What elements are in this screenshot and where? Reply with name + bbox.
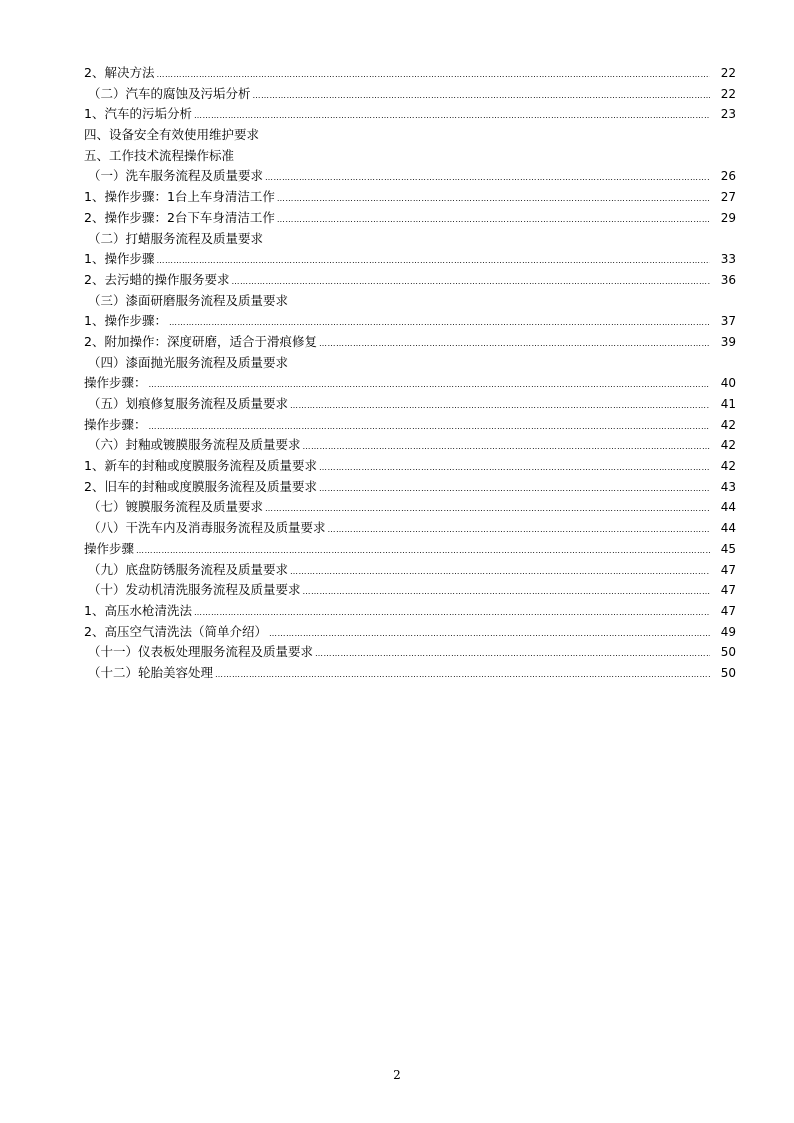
toc-entry[interactable]: [84, 332, 736, 353]
toc-dot-leader: [269, 624, 710, 645]
toc-entry-page: 41: [720, 397, 736, 411]
toc-entry-title: （十一）仪表板处理服务流程及质量要求: [88, 644, 314, 660]
table-of-contents: [84, 63, 736, 684]
toc-entry-title: 1、高压水枪清洗法: [84, 602, 192, 618]
toc-entry-page: 42: [720, 438, 736, 453]
toc-entry-title: （六）封釉或镀膜服务流程及质量要求: [88, 437, 301, 453]
toc-entry[interactable]: [84, 518, 736, 539]
toc-entry[interactable]: [84, 394, 736, 415]
toc-dot-leader: [315, 644, 710, 665]
toc-entry[interactable]: [84, 63, 736, 84]
toc-dot-leader: [149, 417, 710, 438]
toc-entry-page: 29: [720, 210, 736, 225]
toc-dot-leader: [290, 396, 710, 417]
toc-entry-page: 26: [720, 169, 736, 184]
toc-entry-title: （九）底盘防锈服务流程及质量要求: [88, 561, 289, 577]
toc-dot-leader: [149, 375, 710, 396]
toc-entry[interactable]: [84, 311, 736, 332]
toc-entry-page: 36: [720, 272, 736, 287]
toc-entry[interactable]: [84, 125, 736, 146]
toc-entry[interactable]: [84, 84, 736, 105]
toc-dot-leader: [303, 582, 710, 603]
toc-entry[interactable]: [84, 353, 736, 374]
toc-entry-page: 22: [720, 66, 736, 80]
toc-entry-title: （五）划痕修复服务流程及质量要求: [88, 396, 289, 411]
toc-entry-page: 45: [720, 541, 736, 556]
toc-entry[interactable]: [84, 435, 736, 456]
toc-entry[interactable]: [84, 622, 736, 643]
toc-entry-page: 37: [720, 314, 736, 329]
toc-dot-leader: [277, 210, 710, 231]
toc-entry[interactable]: [84, 373, 736, 394]
toc-entry[interactable]: [84, 601, 736, 622]
page-number: 2: [393, 1068, 401, 1082]
toc-entry-title: 1、汽车的污垢分析: [84, 106, 192, 122]
toc-dot-leader: [290, 562, 710, 583]
toc-entry-title: 1、新车的封釉或度膜服务流程及质量要求: [84, 458, 317, 474]
toc-entry-title: 2、高压空气清洗法（简单介绍）: [84, 623, 267, 639]
toc-entry[interactable]: [84, 187, 736, 208]
toc-entry-title: 1、操作步骤: [84, 251, 155, 267]
toc-entry-title: 2、去污蜡的操作服务要求: [84, 271, 230, 287]
toc-entry[interactable]: [84, 291, 736, 312]
toc-entry[interactable]: [84, 104, 736, 125]
toc-entry-title: （十）发动机清洗服务流程及质量要求: [88, 582, 301, 598]
toc-entry[interactable]: [84, 208, 736, 229]
toc-entry-title: （四）漆面抛光服务流程及质量要求: [88, 354, 289, 370]
toc-entry-page: 23: [720, 107, 736, 122]
toc-dot-leader: [319, 479, 710, 500]
toc-entry-page: 40: [720, 376, 736, 391]
toc-dot-leader: [319, 334, 710, 355]
toc-entry-page: 43: [720, 479, 736, 494]
toc-entry[interactable]: [84, 642, 736, 663]
toc-entry[interactable]: [84, 270, 736, 291]
toc-entry[interactable]: [84, 497, 736, 518]
toc-entry-title: 操作步骤：: [84, 416, 147, 432]
toc-dot-leader: [231, 272, 710, 293]
toc-entry-page: 42: [720, 459, 736, 474]
toc-entry[interactable]: [84, 166, 736, 187]
toc-dot-leader: [253, 86, 710, 107]
toc-entry[interactable]: [84, 580, 736, 601]
toc-entry-page: 47: [720, 583, 736, 598]
toc-dot-leader: [156, 251, 710, 272]
toc-entry[interactable]: [84, 456, 736, 477]
toc-entry-title: （一）洗车服务流程及质量要求: [88, 168, 264, 184]
toc-entry-page: 22: [720, 86, 736, 101]
toc-entry-page: 50: [720, 665, 736, 680]
toc-dot-leader: [169, 313, 710, 334]
toc-entry[interactable]: [84, 663, 736, 684]
toc-entry[interactable]: [84, 229, 736, 250]
toc-dot-leader: [265, 168, 710, 189]
toc-entry-title: 2、操作步骤：2台下车身清洁工作: [84, 209, 275, 225]
toc-dot-leader: [265, 499, 710, 520]
toc-entry-title: 操作步骤：: [84, 375, 147, 391]
toc-dot-leader: [328, 520, 710, 541]
toc-entry-page: 33: [720, 252, 736, 267]
toc-entry-title: （三）漆面研磨服务流程及质量要求: [88, 292, 289, 308]
toc-dot-leader: [215, 665, 710, 686]
toc-entry-page: 44: [720, 500, 736, 515]
toc-entry-title: 1、操作步骤：1台上车身清洁工作: [84, 189, 275, 205]
toc-entry-page: 42: [720, 417, 736, 432]
toc-dot-leader: [319, 458, 710, 479]
toc-entry[interactable]: [84, 146, 736, 167]
toc-entry-page: 49: [720, 624, 736, 639]
toc-entry-title: 四、设备安全有效使用维护要求: [84, 127, 260, 143]
toc-entry-title: 2、旧车的封釉或度膜服务流程及质量要求: [84, 478, 317, 494]
toc-entry-page: 39: [720, 334, 736, 349]
toc-entry[interactable]: [84, 477, 736, 498]
toc-entry-title: （七）镀膜服务流程及质量要求: [88, 499, 264, 515]
toc-dot-leader: [194, 106, 710, 127]
toc-entry-title: （十二）轮胎美容处理: [88, 664, 214, 680]
toc-dot-leader: [303, 437, 710, 458]
toc-entry-page: 47: [720, 603, 736, 618]
toc-entry[interactable]: [84, 539, 736, 560]
toc-entry-title: （八）干洗车内及消毒服务流程及质量要求: [88, 520, 326, 536]
toc-dot-leader: [156, 65, 710, 86]
toc-entry-page: 47: [720, 562, 736, 577]
toc-entry-page: 44: [720, 521, 736, 536]
toc-entry[interactable]: [84, 249, 736, 270]
toc-entry[interactable]: [84, 415, 736, 436]
toc-dot-leader: [194, 603, 710, 624]
toc-entry-title: 2、解决方法: [84, 65, 155, 80]
toc-dot-leader: [277, 189, 710, 210]
toc-entry-title: 2、附加操作：深度研磨，适合于滑痕修复: [84, 333, 317, 349]
toc-entry-title: 五、工作技术流程操作标准: [84, 147, 235, 163]
toc-entry-page: 27: [720, 190, 736, 205]
toc-entry-page: 50: [720, 645, 736, 660]
toc-entry-title: （二）汽车的腐蚀及污垢分析: [88, 85, 251, 101]
toc-entry[interactable]: [84, 560, 736, 581]
toc-entry-title: 操作步骤: [84, 540, 135, 556]
toc-entry-title: （二）打蜡服务流程及质量要求: [88, 230, 264, 246]
toc-entry-title: 1、操作步骤：: [84, 313, 167, 329]
toc-dot-leader: [136, 541, 710, 562]
